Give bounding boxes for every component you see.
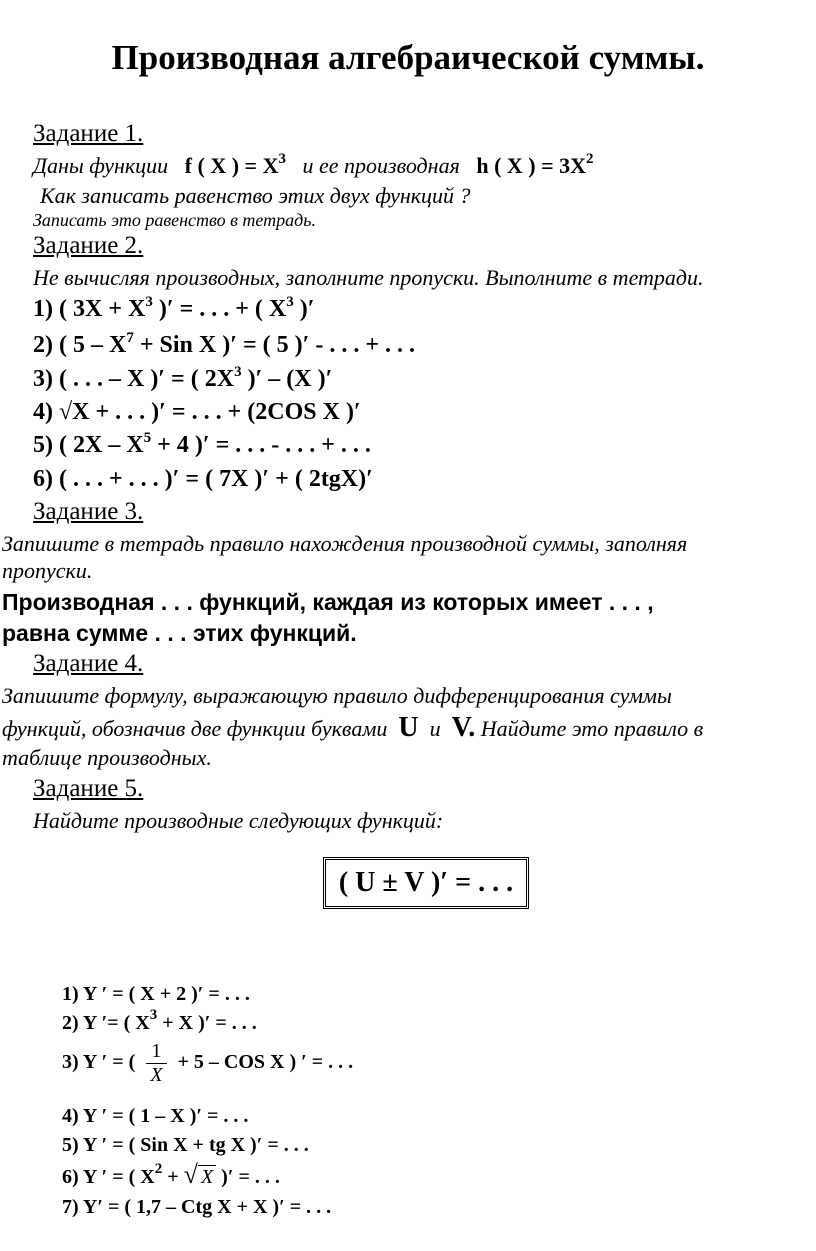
- task1-function-h: h ( X ) = 3X: [476, 153, 587, 178]
- task5-intro: Найдите производные следующих функций:: [33, 808, 444, 833]
- sqrt-radicand: X: [198, 1165, 216, 1188]
- task2-equation-6: 6) ( . . . + . . . )′ = ( 7X )′ + ( 2tgX)′: [33, 466, 373, 492]
- task4-heading: Задание 4.: [33, 650, 144, 677]
- exercise-1: 1) Y ′ = ( X + 2 )′ = . . .: [62, 983, 250, 1005]
- task2-equation-1: [33, 296, 315, 323]
- eq1-part-c: )′: [293, 296, 315, 322]
- exercise-2: [62, 1007, 257, 1035]
- eq1-part-b: )′ = . . . + ( X: [152, 296, 287, 322]
- ex3-part-b: + 5 – COS X ) ′ = . . .: [177, 1051, 354, 1074]
- eq1-part-a: 1) ( 3X + X: [33, 296, 146, 322]
- task1-heading: Задание 1.: [33, 120, 144, 147]
- task4-and: и: [429, 716, 441, 741]
- exercise-7: 7) Y′ = ( 1,7 – Ctg X + X )′ = . . .: [62, 1196, 332, 1218]
- task3-intro-line2: пропуски.: [2, 558, 93, 583]
- fraction-numerator: 1: [151, 1040, 162, 1062]
- ex6-plus: +: [162, 1166, 179, 1188]
- task3-rule-line1: Производная . . . функций, каждая из которых имеет . . . ,: [2, 589, 654, 615]
- ex6-part-a: 6) Y ′ = ( X: [62, 1166, 155, 1188]
- eq3-power: 3: [234, 364, 242, 380]
- page-title: Производная алгебраической суммы.: [111, 38, 705, 77]
- eq1-power-1: 3: [145, 294, 153, 310]
- letter-v: V.: [451, 712, 476, 743]
- task4-line1: Запишите формулу, выражающую правило дифференцирования суммы: [2, 683, 672, 708]
- task5-heading: Задание 5.: [33, 775, 144, 802]
- task3-rule-line2: равна сумме . . . этих функций.: [2, 620, 357, 646]
- task2-heading: Задание 2.: [33, 232, 144, 259]
- ex6-power: 2: [154, 1161, 163, 1177]
- task2-intro: Не вычисляя производных, заполните пропуски. Выполните в тетради.: [33, 265, 704, 290]
- task2-equation-5: [33, 432, 371, 459]
- task4-line2-text: функций, обозначив две функции буквами: [2, 716, 388, 741]
- task3-heading: Задание 3.: [33, 498, 144, 525]
- eq2-part-b: + Sin X )′ = ( 5 )′ - . . . + . . .: [133, 332, 416, 358]
- exercise-4: 4) Y ′ = ( 1 – X )′ = . . .: [62, 1105, 249, 1127]
- task4-line3: таблице производных.: [2, 745, 212, 770]
- ex2-power: 3: [149, 1007, 158, 1023]
- task2-equation-4: 4) √X + . . . )′ = . . . + (2COS X )′: [33, 399, 361, 425]
- task2-equation-3: [33, 366, 332, 393]
- exercise-6: [62, 1160, 280, 1190]
- sqrt-x: [184, 1160, 217, 1190]
- eq1-power-2: 3: [286, 294, 294, 310]
- ex3-part-a: 3) Y ′ = (: [62, 1051, 136, 1074]
- task1-function-f: f ( X ) = X: [184, 153, 279, 178]
- task4-line2-end: Найдите это правило в: [480, 716, 704, 741]
- task1-line1: [33, 153, 594, 179]
- task2-equation-2: [33, 332, 415, 359]
- fraction-denominator: X: [146, 1063, 166, 1087]
- letter-u: U: [398, 712, 419, 743]
- exercise-5: 5) Y ′ = ( Sin X + tg X )′ = . . .: [62, 1134, 309, 1156]
- ex2-part-a: 2) Y ′= ( X: [62, 1012, 150, 1034]
- eq5-power: 5: [143, 430, 152, 446]
- eq5-part-a: 5) ( 2X – X: [33, 432, 144, 458]
- task3-intro-line1: Запишите в тетрадь правило нахождения производной суммы, заполняя: [2, 531, 688, 556]
- sqrt-icon: √: [183, 1160, 198, 1189]
- exercise-3: [62, 1040, 353, 1087]
- task1-function-h-power: 2: [586, 151, 594, 167]
- eq5-part-b: + 4 )′ = . . . - . . . + . . .: [151, 432, 371, 458]
- task1-function-f-power: 3: [278, 151, 286, 167]
- eq3-part-a: 3) ( . . . – X )′ = ( 2X: [33, 366, 235, 392]
- eq3-part-b: )′ – (X )′: [241, 366, 333, 392]
- task4-line2: [2, 712, 703, 744]
- ex2-part-b: + X )′ = . . .: [157, 1012, 257, 1034]
- task1-text-derivative: и ее производная: [302, 153, 460, 178]
- ex6-part-c: )′ = . . .: [216, 1166, 280, 1188]
- eq2-power: 7: [126, 330, 134, 346]
- fraction-one-over-x: [146, 1040, 166, 1087]
- task1-line2: Как записать равенство этих двух функций ?: [40, 183, 471, 208]
- sum-rule-formula-box: ( U ± V )′ = . . .: [323, 857, 529, 909]
- eq2-part-a: 2) ( 5 – X: [33, 332, 127, 358]
- task1-line3: Записать это равенство в тетрадь.: [33, 210, 316, 230]
- task1-text-given: Даны функции: [33, 153, 169, 178]
